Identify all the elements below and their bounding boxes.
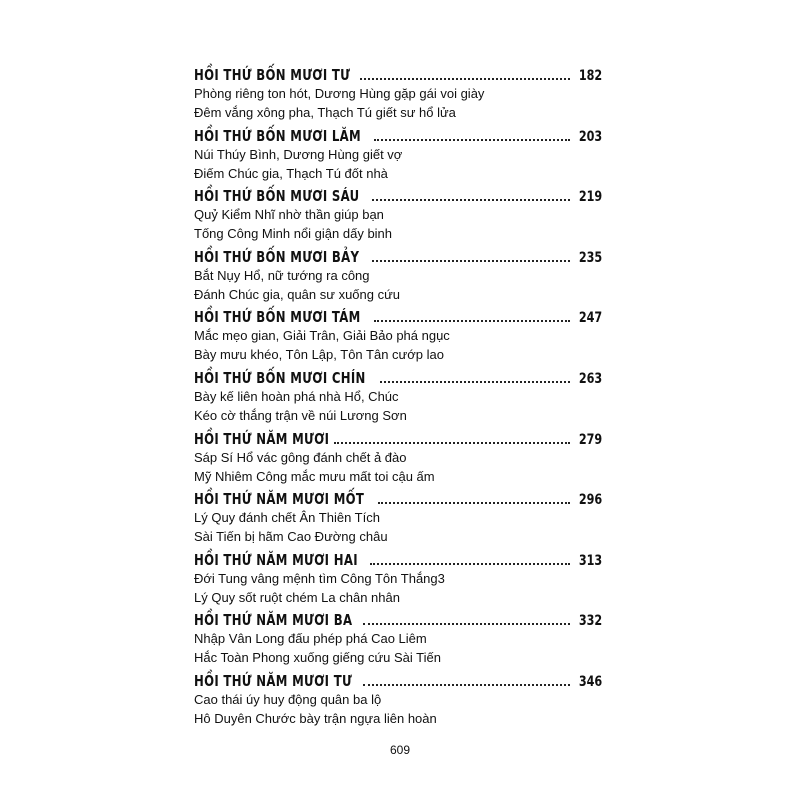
- chapter-page-number: 296: [578, 492, 602, 509]
- chapter-page-number: 219: [578, 189, 602, 206]
- chapter-subtitle-line-1: Núi Thúy Bình, Dương Hùng giết vợ: [194, 146, 403, 162]
- chapter-title: HỒI THỨ BỐN MƯƠI LĂM: [194, 126, 361, 145]
- toc-entry-heading: [194, 607, 602, 629]
- chapter-subtitle-line-1: Mắc mẹo gian, Giải Trân, Giải Bảo phá ngục: [194, 328, 450, 344]
- chapter-subtitle-line-2: Mỹ Nhiêm Công mắc mưu mất toi cậu ấm: [194, 468, 435, 484]
- chapter-subtitle-line-1: Bày kế liên hoàn phá nhà Hổ, Chúc: [194, 388, 399, 404]
- toc-entry: [194, 183, 602, 244]
- dot-leader: [378, 502, 570, 504]
- toc-entry-heading: [194, 668, 602, 690]
- toc-entry-heading: [194, 304, 602, 326]
- dot-leader: [374, 320, 570, 322]
- toc-entry: [194, 244, 602, 305]
- chapter-title: HỒI THỨ NĂM MƯƠI: [194, 429, 330, 448]
- dot-leader: [372, 199, 570, 201]
- chapter-subtitle-line-2: Đánh Chúc gia, quân sư xuống cứu: [194, 286, 401, 302]
- chapter-page-number: 346: [578, 673, 602, 690]
- dot-leader: [374, 139, 570, 141]
- dot-leader: [380, 381, 570, 383]
- toc-entry-heading: [194, 547, 602, 569]
- chapter-subtitle-line-1: Sáp Sí Hổ vác gông đánh chết ả đào: [194, 449, 407, 465]
- chapter-page-number: 279: [578, 431, 602, 448]
- chapter-subtitle-line-1: Nhập Vân Long đấu phép phá Cao Liêm: [194, 631, 427, 647]
- toc-entry: [194, 668, 602, 729]
- chapter-title: HỒI THỨ BỐN MƯƠI BẢY: [194, 247, 360, 266]
- dot-leader: [370, 563, 570, 565]
- book-page-number: 609: [389, 743, 411, 757]
- chapter-page-number: 182: [578, 68, 602, 84]
- chapter-title: HỒI THỨ NĂM MƯƠI HAI: [194, 550, 358, 569]
- chapter-page-number: 235: [578, 249, 602, 266]
- toc-entry-heading: [194, 62, 602, 84]
- chapter-page-number: 332: [578, 613, 602, 630]
- chapter-subtitle-line-2: Đêm vắng xông pha, Thạch Tú giết sư hổ lửa: [194, 105, 456, 120]
- toc-entry: [194, 304, 602, 365]
- chapter-subtitle-line-1: Bắt Nụy Hổ, nữ tướng ra công: [194, 267, 370, 283]
- dot-leader: [360, 78, 569, 80]
- chapter-title: HỒI THỨ BỐN MƯƠI CHÍN: [194, 368, 366, 387]
- chapter-title: HỒI THỨ NĂM MƯƠI TƯ: [194, 671, 353, 690]
- chapter-subtitle-line-2: Bày mưu khéo, Tôn Lập, Tôn Tân cướp lao: [194, 347, 444, 363]
- dot-leader: [372, 260, 570, 262]
- chapter-subtitle-line-2: Hô Duyên Chước bày trận ngựa liên hoàn: [194, 710, 437, 726]
- chapter-subtitle-line-2: Sài Tiến bị hãm Cao Đường châu: [194, 529, 388, 545]
- dot-leader: [334, 442, 570, 444]
- toc-entry: [194, 486, 602, 547]
- chapter-subtitle-line-2: Lý Quy sốt ruột chém La chân nhân: [194, 589, 400, 605]
- chapter-subtitle-line-2: Điếm Chúc gia, Thạch Tú đốt nhà: [194, 165, 388, 181]
- toc-entry: [194, 62, 602, 123]
- toc-entry: [194, 547, 602, 608]
- toc-entry: [194, 123, 602, 184]
- chapter-page-number: 313: [578, 552, 602, 569]
- toc-entry-heading: [194, 183, 602, 205]
- chapter-title: HỒI THỨ BỐN MƯƠI SÁU: [194, 187, 360, 206]
- toc-entry-heading: [194, 426, 602, 448]
- chapter-title: HỒI THỨ BỐN MƯƠI TƯ: [194, 66, 351, 84]
- chapter-title: HỒI THỨ BỐN MƯƠI TÁM: [194, 308, 361, 327]
- toc-entry-heading: [194, 486, 602, 508]
- chapter-page-number: 263: [578, 370, 602, 387]
- chapter-subtitle-line-1: Lý Quy đánh chết Ân Thiên Tích: [194, 510, 380, 526]
- chapter-page-number: 247: [578, 310, 602, 327]
- chapter-title: HỒI THỨ NĂM MƯƠI BA: [194, 611, 353, 630]
- chapter-subtitle-line-2: Tống Công Minh nổi giận dấy binh: [194, 226, 393, 242]
- toc-entry: [194, 365, 602, 426]
- dot-leader: [363, 623, 570, 625]
- chapter-subtitle-line-1: Quỷ Kiểm Nhĩ nhờ thần giúp bạn: [194, 207, 384, 223]
- chapter-page-number: 203: [578, 128, 602, 145]
- chapter-subtitle-line-1: Cao thái úy huy động quân ba lộ: [194, 691, 382, 707]
- toc-entry-heading: [194, 123, 602, 145]
- dot-leader: [363, 684, 570, 686]
- toc-entry: [194, 607, 602, 668]
- chapter-subtitle-line-1: Phòng riêng ton hót, Dương Hùng gặp gái voi giày: [194, 86, 485, 101]
- chapter-title: HỒI THỨ NĂM MƯƠI MỐT: [194, 490, 365, 509]
- toc-entry: [194, 426, 602, 487]
- toc-entry-heading: [194, 244, 602, 266]
- toc-entry-heading: [194, 365, 602, 387]
- chapter-subtitle-line-1: Đới Tung vâng mệnh tìm Công Tôn Thắng3: [194, 570, 445, 586]
- chapter-subtitle-line-2: Hắc Toàn Phong xuống giếng cứu Sài Tiến: [194, 650, 441, 666]
- chapter-subtitle-line-2: Kéo cờ thắng trận về núi Lương Sơn: [194, 407, 407, 423]
- table-of-contents: [194, 62, 602, 729]
